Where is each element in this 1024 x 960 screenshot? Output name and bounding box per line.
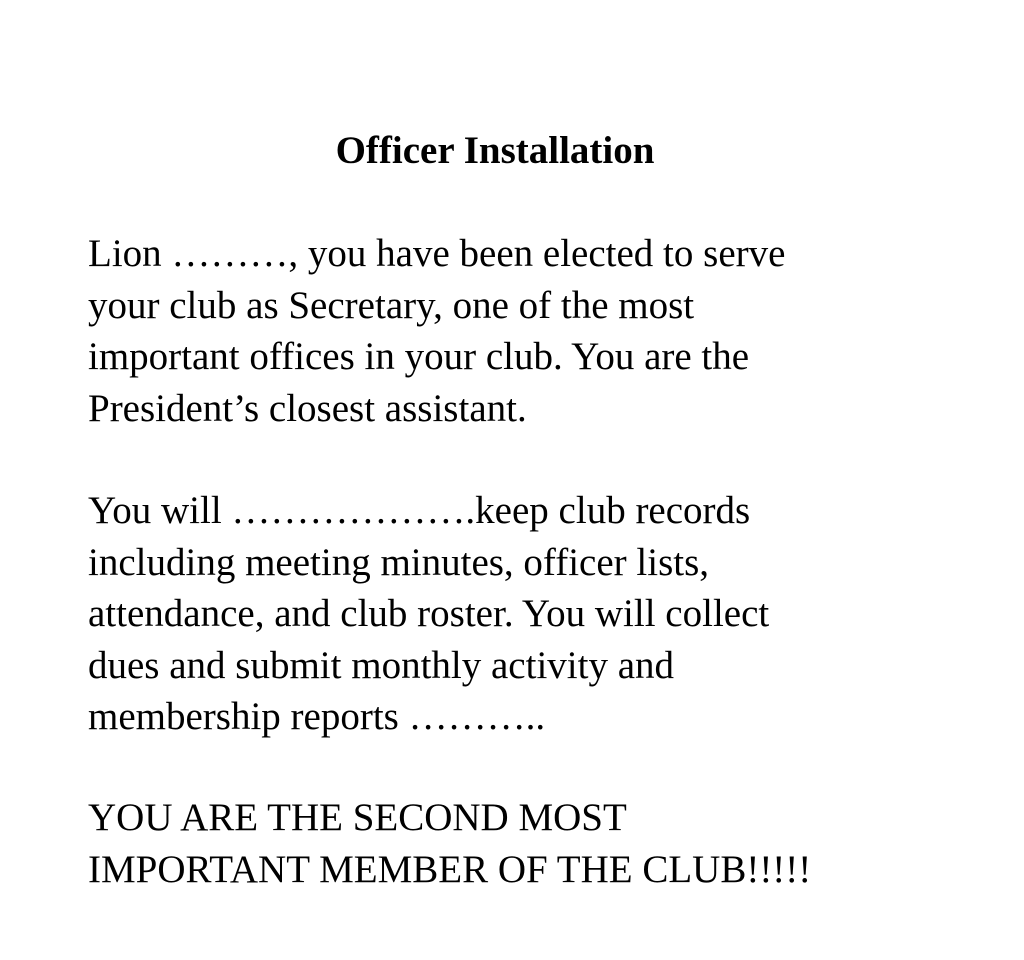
paragraph-duties: You will ……………….keep club records including meeting minutes, officer lists, attendance, and club roster. You will collect dues and submit monthly activity and membership reports ……….. [88,489,770,738]
document-title: Officer Installation [335,129,655,172]
paragraph-emphasis: YOU ARE THE SECOND MOST IMPORTANT MEMBER OF THE CLUB!!!!! [88,796,812,891]
paragraph-election: Lion ………, you have been elected to serve your club as Secretary, one of the most important offices in your club. You are the President’s closest assistant. [88,232,786,430]
